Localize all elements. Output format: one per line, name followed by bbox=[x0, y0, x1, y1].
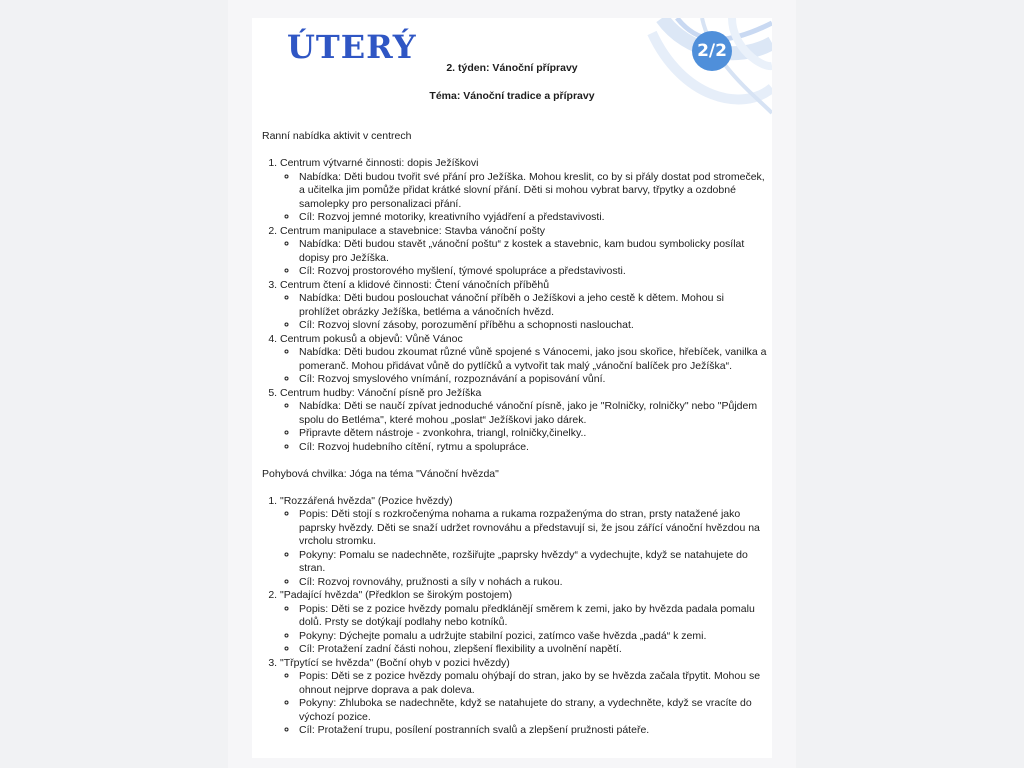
pose-points bbox=[280, 508, 767, 589]
center-point: ◦ Cíl: Rozvoj slovní zásoby, porozumění příběhu a schopnosti naslouchat. bbox=[298, 319, 767, 333]
center-point: ◦ Cíl: Rozvoj hudebního cítění, rytmu a spolupráce. bbox=[298, 441, 767, 455]
center-point: ◦ Cíl: Rozvoj smyslového vnímání, rozpoznávání a popisování vůní. bbox=[298, 373, 767, 387]
center-point: ◦ Cíl: Rozvoj prostorového myšlení, týmové spolupráce a představivosti. bbox=[298, 265, 767, 279]
center-points bbox=[280, 238, 767, 279]
pose-point: ◦ Pokyny: Zhluboka se nadechněte, když se natahujete do strany, a vydechněte, když se vracíte do výchozí pozice. bbox=[298, 697, 767, 724]
center-point: ◦ Cíl: Rozvoj jemné motoriky, kreativního vyjádření a představivosti. bbox=[298, 211, 767, 225]
center-points bbox=[280, 171, 767, 225]
center-title: Centrum manipulace a stavebnice: Stavba vánoční pošty bbox=[280, 224, 545, 237]
document-page bbox=[252, 18, 772, 758]
day-title: ÚTERÝ bbox=[287, 28, 417, 66]
center-item bbox=[280, 225, 767, 279]
center-point: ◦ Nabídka: Děti budou poslouchat vánoční příběh o Ježíškovi a jeho cestě k dětem. Mohou si prohlížet obrázky Ježíška, betléma a vánočních hvězd. bbox=[298, 292, 767, 319]
center-title: Centrum pokusů a objevů: Vůně Vánoc bbox=[280, 332, 463, 345]
center-point: ◦ Nabídka: Děti budou tvořit své přání pro Ježíška. Mohou kreslit, co by si přály dostat pod stromeček, a učitelka jim pomůže přidat krátké slovní přání. Děti si mohou vybrat barvy, třpytky a ozdobné samolepky pro personalizaci přání. bbox=[298, 171, 767, 212]
theme-heading: Téma: Vánoční tradice a přípravy bbox=[429, 90, 595, 102]
center-point: ◦ Nabídka: Děti se naučí zpívat jednoduché vánoční písně, jako je "Rolničky, rolničky" nebo "Půjdem spolu do Betléma", které mohou „poslat“ Ježíškovi jako dárek. bbox=[298, 400, 767, 427]
pose-point: ◦ Pokyny: Pomalu se nadechněte, rozšiřujte „paprsky hvězdy“ a vydechujte, když se natahujete do stran. bbox=[298, 549, 767, 576]
pose-points bbox=[280, 670, 767, 738]
pose-point: ◦ Popis: Děti se z pozice hvězdy pomalu předklánějí směrem k zemi, jako by hvězda padala pomalu dolů. Prsty se dotýkají podlahy nebo kotníků. bbox=[298, 603, 767, 630]
document-body bbox=[262, 130, 767, 751]
pose-item bbox=[280, 657, 767, 738]
pose-points bbox=[280, 603, 767, 657]
center-points bbox=[280, 346, 767, 387]
center-point: ◦ Nabídka: Děti budou stavět „vánoční poštu“ z kostek a stavebnic, kam budou symbolicky posílat dopisy pro Ježíška. bbox=[298, 238, 767, 265]
center-points bbox=[280, 292, 767, 333]
pose-item bbox=[280, 495, 767, 590]
pose-point: ◦ Cíl: Rozvoj rovnováhy, pružnosti a síly v nohách a rukou. bbox=[298, 576, 767, 590]
pose-title: "Padající hvězda" (Předklon se širokým postojem) bbox=[280, 589, 513, 601]
center-item bbox=[280, 157, 767, 225]
morning-section-heading: Ranní nabídka aktivit v centrech bbox=[262, 130, 412, 142]
center-title: Centrum výtvarné činnosti: dopis Ježíškovi bbox=[280, 157, 479, 169]
pose-item bbox=[280, 589, 767, 657]
activity-centers-list bbox=[262, 157, 767, 454]
center-point: ◦ Nabídka: Děti budou zkoumat různé vůně spojené s Vánocemi, jako jsou skořice, hřebíček, vanilka a pomeranč. Mohou přidávat vůně do pytlíčků a vytvořit tak malý „vánoční balíček pro Ježíška“. bbox=[298, 346, 767, 373]
center-item bbox=[280, 387, 767, 455]
week-heading: 2. týden: Vánoční přípravy bbox=[446, 62, 578, 74]
pose-point: ◦ Pokyny: Dýchejte pomalu a udržujte stabilní pozici, zatímco vaše hvězda „padá“ k zemi. bbox=[298, 630, 767, 644]
pose-point: ◦ Popis: Děti se z pozice hvězdy pomalu ohýbají do stran, jako by se hvězda začala třpytit. Mohou se ohnout nejprve doprava a pak doleva. bbox=[298, 670, 767, 697]
center-title: Centrum hudby: Vánoční písně pro Ježíška bbox=[280, 386, 482, 399]
pose-point: ◦ Popis: Děti stojí s rozkročenýma nohama a rukama rozpaženýma do stran, prsty natažené jako paprsky hvězdy. Děti se snaží udržet rovnováhu a představují si, že jsou zářící vánoční hvězdou na vrcholu stromku. bbox=[298, 508, 767, 549]
center-item bbox=[280, 333, 767, 387]
yoga-poses-list bbox=[262, 495, 767, 738]
center-points bbox=[280, 400, 767, 454]
center-title: Centrum čtení a klidové činnosti: Čtení vánočních příběhů bbox=[280, 278, 550, 291]
page-number-badge: 2/2 bbox=[692, 31, 732, 71]
pose-title: "Rozzářená hvězda" (Pozice hvězdy) bbox=[280, 494, 453, 507]
center-point: ◦ Připravte dětem nástroje - zvonkohra, triangl, rolničky,činelky.. bbox=[298, 427, 767, 441]
pose-point: ◦ Cíl: Protažení trupu, posílení postranních svalů a zlepšení pružnosti páteře. bbox=[298, 724, 767, 738]
movement-section-heading: Pohybová chvilka: Jóga na téma "Vánoční hvězda" bbox=[262, 467, 499, 480]
pose-point: ◦ Cíl: Protažení zadní části nohou, zlepšení flexibility a uvolnění napětí. bbox=[298, 643, 767, 657]
center-item bbox=[280, 279, 767, 333]
pose-title: "Třpytící se hvězda" (Boční ohyb v pozici hvězdy) bbox=[280, 656, 510, 669]
